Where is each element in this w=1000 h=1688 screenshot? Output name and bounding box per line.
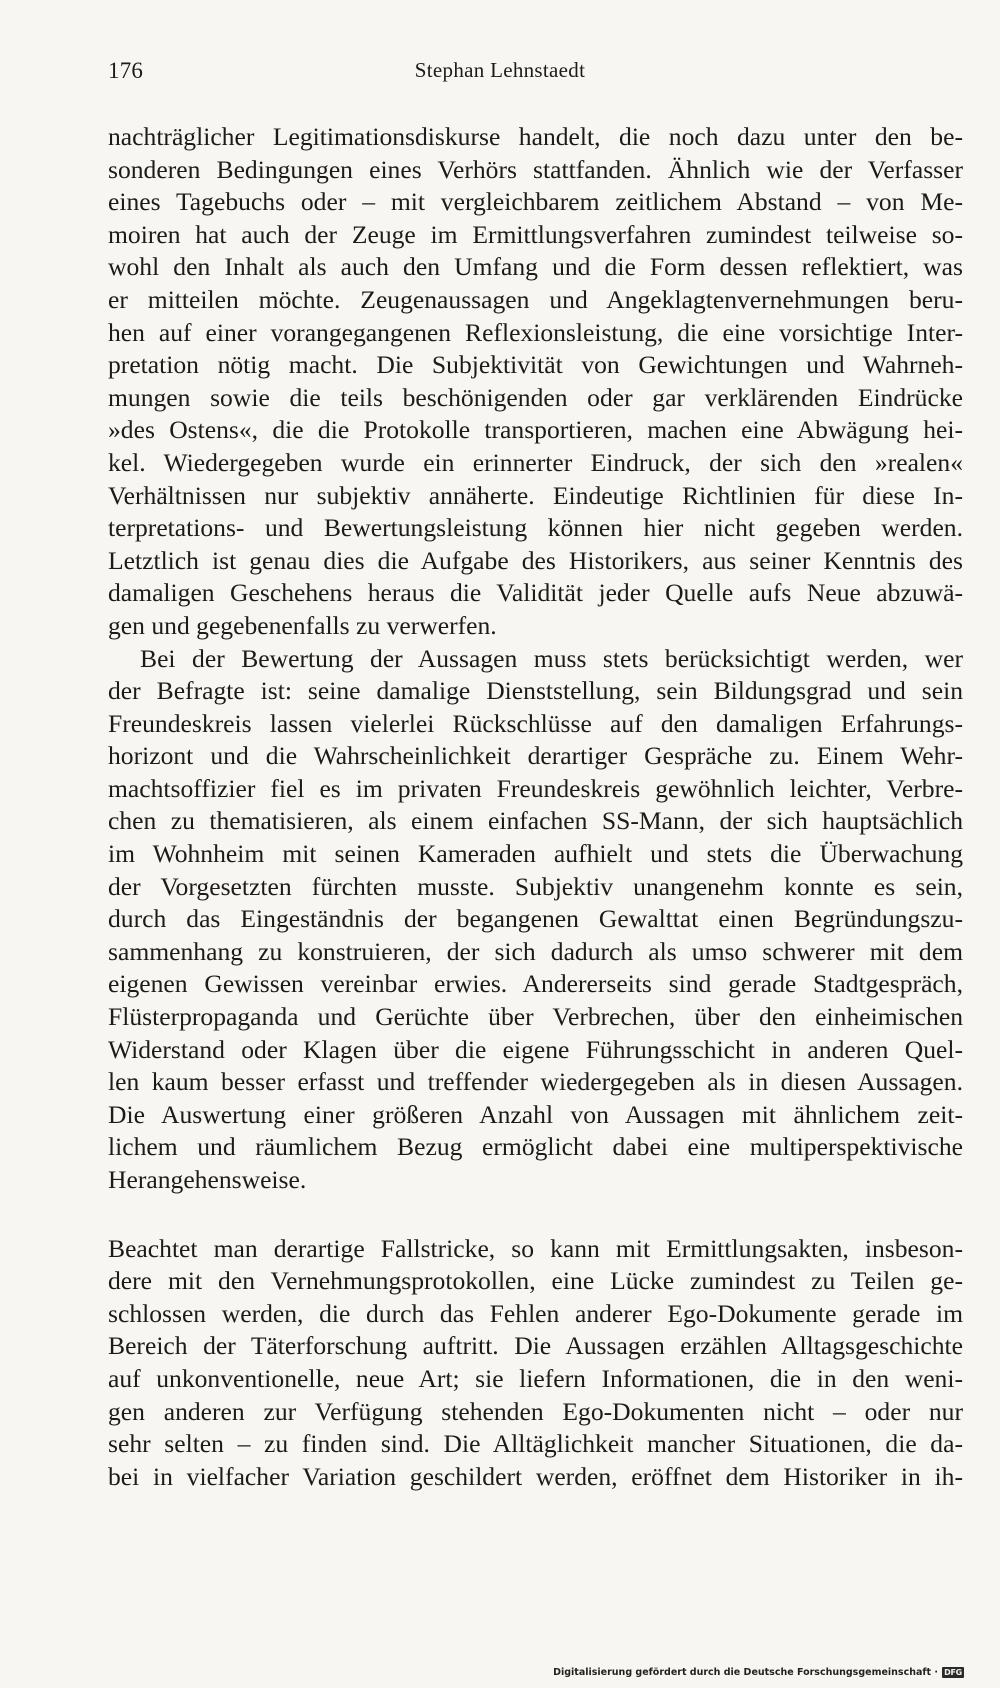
paragraph (108, 121, 963, 643)
text-line: Beachtet man derartige Fallstricke, so kann mit Ermittlungsakten, insbeson- (108, 1233, 963, 1263)
text-line: machtsoffizier fiel es im privaten Freundeskreis gewöhnlich leichter, Verbre- (108, 773, 963, 803)
text-line: schlossen werden, die durch das Fehlen anderer Ego-Dokumente gerade im (108, 1298, 963, 1328)
text-line: Bereich der Täterforschung auftritt. Die Aussagen erzählen Alltagsgeschichte (108, 1331, 963, 1361)
text-line: Bei der Bewertung der Aussagen muss stets berücksichtigt werden, wer (140, 643, 963, 673)
dfg-logo-icon: DFG (942, 1667, 964, 1678)
text-line: der Vorgesetzten fürchten musste. Subjektiv unangenehm konnte es sein, (108, 871, 963, 901)
text-line: horizont und die Wahrscheinlichkeit derartiger Gespräche zu. Einem Wehr- (108, 741, 963, 771)
text-line: eines Tagebuchs oder – mit vergleichbarem zeitlichem Abstand – von Me- (108, 187, 963, 217)
text-line: Letztlich ist genau dies die Aufgabe des Historikers, aus seiner Kenntnis des (108, 545, 963, 575)
text-line: len kaum besser erfasst und treffender wiedergegeben als in diesen Aussagen. (108, 1067, 963, 1097)
text-line: Die Auswertung einer größeren Anzahl von Aussagen mit ähnlichem zeit- (108, 1099, 963, 1129)
text-line: lichem und räumlichem Bezug ermöglicht dabei eine multiperspektivische (108, 1132, 963, 1162)
text-line: gen und gegebenenfalls zu verwerfen. (108, 610, 497, 640)
text-line: dere mit den Vernehmungsprotokollen, eine Lücke zumindest zu Teilen ge- (108, 1266, 963, 1296)
text-line: bei in vielfacher Variation geschildert werden, eröffnet dem Historiker in ih- (108, 1461, 963, 1491)
paragraph (108, 643, 963, 1197)
text-line: chen zu thematisieren, als einem einfachen SS-Mann, der sich hauptsächlich (108, 806, 963, 836)
text-line: Flüsterpropaganda und Gerüchte über Verbrechen, über den einheimischen (108, 1002, 963, 1032)
text-line: eigenen Gewissen vereinbar erwies. Andererseits sind gerade Stadtgespräch, (108, 969, 963, 999)
text-line: wohl den Inhalt als auch den Umfang und die Form dessen reflektiert, was (108, 252, 963, 282)
body-text (108, 121, 963, 1493)
text-line: kel. Wiedergegeben wurde ein erinnerter Eindruck, der sich den »realen« (108, 447, 963, 477)
text-line: im Wohnheim mit seinen Kameraden aufhielt und stets die Überwachung (108, 839, 963, 869)
text-line: auf unkonventionelle, neue Art; sie liefern Informationen, die in den weni- (108, 1363, 963, 1393)
text-line: er mitteilen möchte. Zeugenaussagen und Angeklagtenvernehmungen beru- (108, 284, 963, 314)
text-line: Herangehensweise. (108, 1165, 307, 1194)
text-line: Freundeskreis lassen vielerlei Rückschlüsse auf den damaligen Erfahrungs- (108, 708, 963, 738)
text-line: durch das Eingeständnis der begangenen Gewalttat einen Begründungszu- (108, 904, 963, 934)
text-line: pretation nötig macht. Die Subjektivität von Gewichtungen und Wahrneh- (108, 350, 963, 380)
text-line: Verhältnissen nur subjektiv annäherte. Eindeutige Richtlinien für diese In- (108, 480, 963, 510)
paragraph (108, 1233, 963, 1494)
text-line: sehr selten – zu finden sind. Die Alltäglichkeit mancher Situationen, die da- (108, 1429, 963, 1459)
text-line: Widerstand oder Klagen über die eigene Führungsschicht in anderen Quel- (108, 1034, 963, 1064)
text-line: »des Ostens«, die die Protokolle transportieren, machen eine Abwägung hei- (108, 415, 963, 445)
text-line: der Befragte ist: seine damalige Dienststellung, sein Bildungsgrad und sein (108, 676, 963, 706)
digitization-credit (553, 1667, 964, 1678)
paragraph-gap (108, 1197, 963, 1233)
text-line: gen anderen zur Verfügung stehenden Ego-Dokumenten nicht – oder nur (108, 1396, 963, 1426)
text-line: nachträglicher Legitimationsdiskurse handelt, die noch dazu unter den be- (108, 122, 963, 151)
credit-text: Digitalisierung gefördert durch die Deutsche Forschungsgemeinschaft · (553, 1667, 938, 1678)
text-line: moiren hat auch der Zeuge im Ermittlungsverfahren zumindest teilweise so- (108, 219, 963, 249)
text-line: mungen sowie die teils beschönigenden oder gar verklärenden Eindrücke (108, 382, 963, 412)
text-line: sammenhang zu konstruieren, der sich dadurch als umso schwerer mit dem (108, 936, 963, 966)
running-head: Stephan Lehnstaedt (414, 58, 586, 82)
text-line: damaligen Geschehens heraus die Validität jeder Quelle aufs Neue abzuwä- (108, 578, 963, 608)
text-line: hen auf einer vorangegangenen Reflexionsleistung, die eine vorsichtige Inter- (108, 317, 963, 347)
text-line: terpretations- und Bewertungsleistung können hier nicht gegeben werden. (108, 513, 963, 543)
page-number: 176 (108, 58, 144, 83)
text-line: sonderen Bedingungen eines Verhörs stattfanden. Ähnlich wie der Verfasser (108, 154, 963, 184)
